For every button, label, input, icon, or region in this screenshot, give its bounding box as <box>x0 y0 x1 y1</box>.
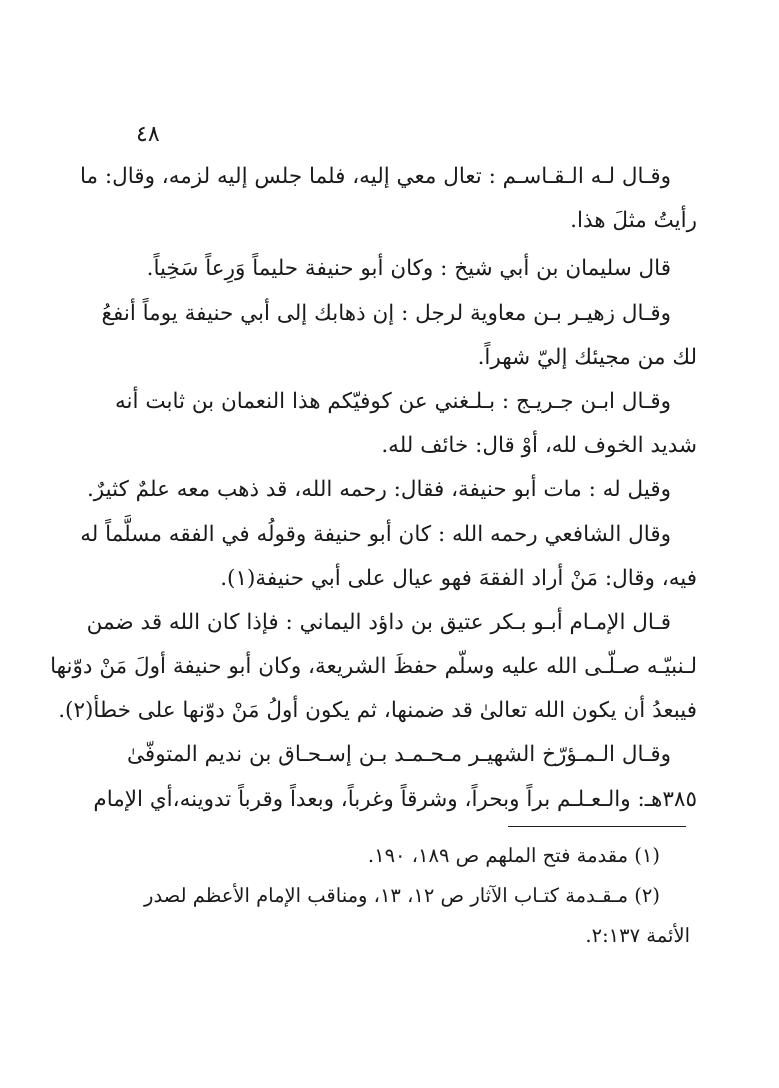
text-line: وقـال لـه الـقـاسـم : تعال معي إليه، فلما جلس إليه لزمه، وقال: ما <box>79 164 671 189</box>
text-line: فيه، وقال: مَنْ أراد الفقهَ فهو عيال على أبي حنيفة(١). <box>220 565 697 591</box>
text-line: وقـال زهيـر بـن معاوية لرجل : إن ذهابك إلى أبي حنيفة يوماً أنفعُ <box>101 300 671 326</box>
footnote-line: (١) مقدمة فتح الملهم ص ١٨٩، ١٩٠. <box>367 844 660 867</box>
text-line: قـال الإمـام أبـو بـكر عتيق بن داؤد اليماني : فإذا كان الله قد ضمن <box>86 609 671 635</box>
text-line: لك من مجيئك إليّ شهراً. <box>477 344 697 370</box>
footnote-line: الأئمة ٢:١٣٧. <box>585 924 690 947</box>
text-line: وقـال ابـن جـريـج : بـلـغني عن كوفيّكم هذا النعمان بن ثابت أنه <box>115 388 671 414</box>
body-text <box>50 155 697 822</box>
text-line: رأيتُ مثلَ هذا. <box>570 208 697 234</box>
footnotes <box>108 836 690 956</box>
text-line: قال سليمان بن أبي شيخ : وكان أبو حنيفة حليماً وَرِعاً سَخِياً. <box>146 256 671 282</box>
text-line: وقـال الـمـؤرّخ الشهيـر مـحـمـد بـن إسـحـاق بن نديم المتوفّىٰ <box>127 742 671 768</box>
text-line: فيبعدُ أن يكون الله تعالىٰ قد ضمنها، ثم يكون أولُ مَنْ دوّنها على خطأ(٢). <box>58 698 697 724</box>
text-line: ٣٨٥هـ: والـعـلـم براً وبحراً، وشرقاً وغرباً، وبعداً وقرباً تدوينه،أي الإمام <box>93 786 697 812</box>
page-number: ٤٨ <box>136 122 160 147</box>
text-line: شديد الخوف لله، أوْ قال: خائف لله. <box>381 433 697 459</box>
text-line: وقال الشافعي رحمه الله : كان أبو حنيفة وقولُه في الفقه مسلَّماً له <box>80 521 671 547</box>
text-line: وقيل له : مات أبو حنيفة، فقال: رحمه الله، قد ذهب معه علمٌ كثيرٌ. <box>86 477 671 503</box>
footnote-line: (٢) مـقـدمة كتـاب الآثار ص ١٢، ١٣، ومناقب الإمام الأعظم لصدر <box>144 884 660 907</box>
footnote-divider <box>508 826 686 827</box>
text-line: لـنبيّـه صـلّـى الله عليه وسلّم حفظَ الشريعة، وكان أبو حنيفة أولَ مَنْ دوّنها <box>50 654 697 680</box>
